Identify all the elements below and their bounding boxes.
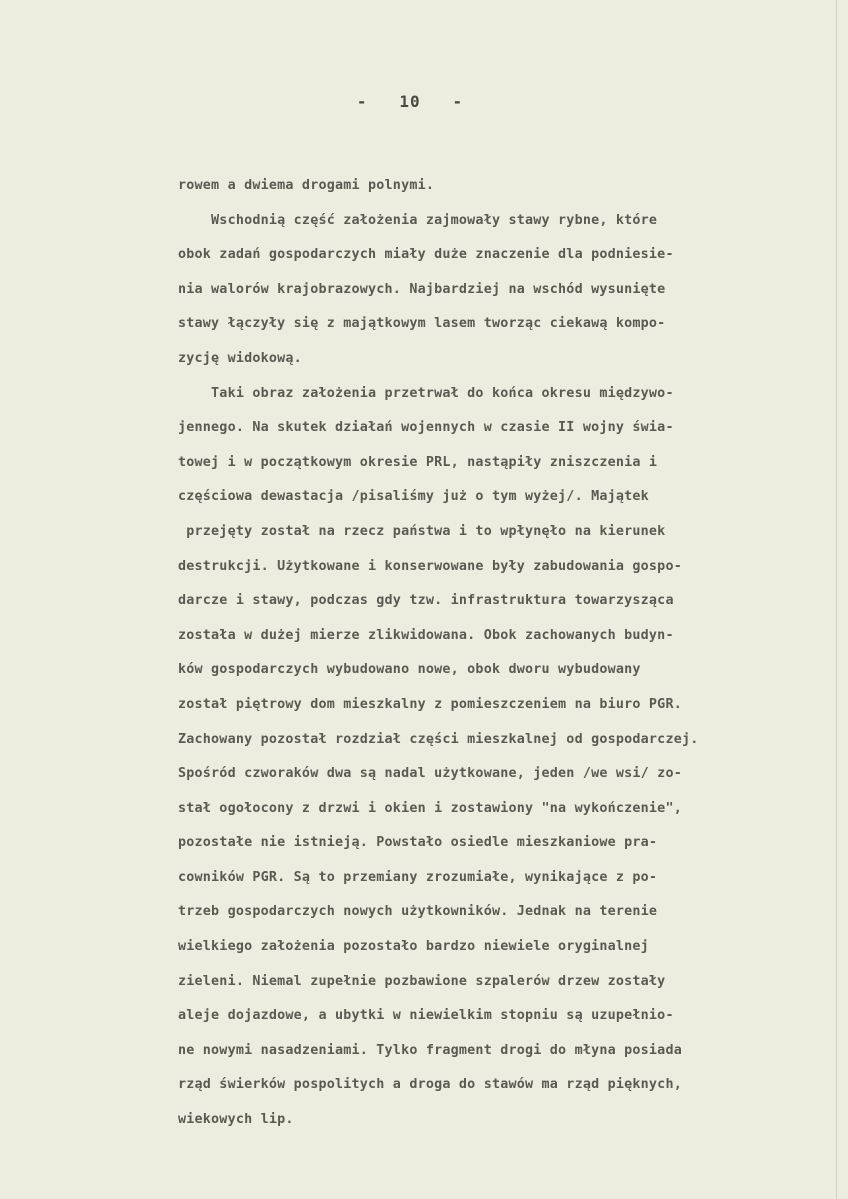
text-line: aleje dojazdowe, a ubytki w niewielkim stopniu są uzupełnio- [178,1008,674,1024]
text-line: Spośród czworaków dwa są nadal użytkowane, jeden /we wsi/ zo- [178,766,682,782]
text-line: darcze i stawy, podczas gdy tzw. infrastruktura towarzysząca [178,593,674,609]
text-line: zycję widokową. [178,350,302,366]
text-line: ków gospodarczych wybudowano nowe, obok dworu wybudowany [178,662,641,678]
text-line: przejęty został na rzecz państwa i to wpłynęło na kierunek [178,523,666,539]
text-line: wielkiego założenia pozostało bardzo niewiele oryginalnej [178,939,649,955]
text-line: towej i w początkowym okresie PRL, nastąpiły zniszczenia i [178,454,658,470]
text-line: zieleni. Niemal zupełnie pozbawione szpalerów drzew zostały [178,973,666,989]
text-line: Wschodnią część założenia zajmowały stawy rybne, które [178,212,658,228]
text-line: Zachowany pozostał rozdział części mieszkalnej od gospodarczej. [178,731,699,747]
text-line: wiekowych lip. [178,1112,294,1128]
text-line: ne nowymi nasadzeniami. Tylko fragment drogi do młyna posiada [178,1042,682,1058]
text-line: została w dużej mierze zlikwidowana. Obok zachowanych budyn- [178,627,674,643]
text-line: nia walorów krajobrazowych. Najbardziej na wschód wysunięte [178,281,666,297]
text-line: pozostałe nie istnieją. Powstało osiedle mieszkaniowe pra- [178,835,658,851]
text-line: został piętrowy dom mieszkalny z pomieszczeniem na biuro PGR. [178,696,682,712]
text-line: rowem a dwiema drogami polnymi. [178,178,435,193]
text-line: Taki obraz założenia przetrwał do końca okresu międzywo- [178,385,674,401]
text-line: cowników PGR. Są to przemiany zrozumiałe, wynikające z po- [178,869,658,885]
text-line: stawy łączyły się z majątkowym lasem tworząc ciekawą kompo- [178,316,666,332]
body-text [178,169,838,1138]
text-line: trzeb gospodarczych nowych użytkowników. Jednak na terenie [178,904,658,920]
text-line: obok zadań gospodarczych miały duże znaczenie dla podniesie- [178,247,674,263]
text-line: rząd świerków pospolitych a droga do stawów ma rząd pięknych, [178,1077,682,1093]
text-line: częściowa dewastacja /pisaliśmy już o tym wyżej/. Majątek [178,489,649,505]
text-line: stał ogołocony z drzwi i okien i zostawiony "na wykończenie", [178,800,682,816]
text-line: destrukcji. Użytkowane i konserwowane były zabudowania gospo- [178,558,682,574]
page-number: - 10 - [356,92,464,111]
text-line: jennego. Na skutek działań wojennych w czasie II wojny świa- [178,420,674,436]
